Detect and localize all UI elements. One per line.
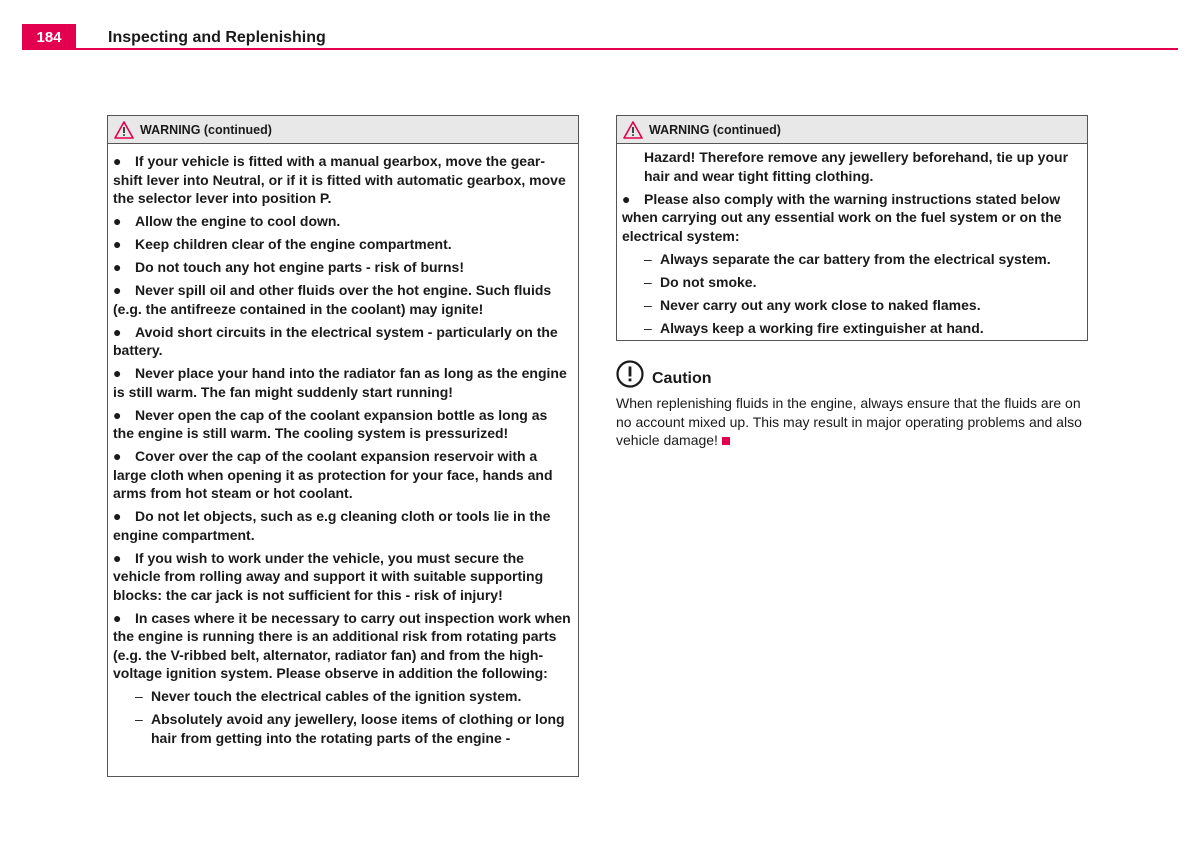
- warning-header: [617, 116, 1087, 144]
- bullet-icon: ●: [113, 508, 122, 524]
- bullet-icon: ●: [113, 236, 122, 252]
- bullet-item: ● Allow the engine to cool down.: [113, 213, 341, 229]
- page-number: 184: [22, 24, 76, 50]
- page-header: [22, 24, 1178, 52]
- bullet-icon: ●: [113, 406, 122, 423]
- bullet-item: ● Do not touch any hot engine parts - risk of burns!: [113, 259, 465, 275]
- bullet-item: ● Never spill oil and other fluids over the hot engine. Such fluids (e.g. the antifreeze contained in the coolant) may ignite!: [113, 282, 552, 317]
- dash-item: – Always separate the car battery from the electrical system.: [644, 250, 1051, 267]
- caution-text: When replenishing fluids in the engine, always ensure that the fluids are on no account mixed up. This may result in major operating problems and also vehicle damage!: [616, 395, 1082, 448]
- warning-header: [108, 116, 578, 144]
- dash-item: – Never touch the electrical cables of the ignition system.: [135, 688, 522, 704]
- right-warning-box: [616, 115, 1088, 341]
- bullet-icon: ●: [113, 448, 122, 464]
- dash-item: – Absolutely avoid any jewellery, loose items of clothing or long hair from getting into the rotating parts of the engine -: [135, 711, 565, 746]
- bullet-item: ● Cover over the cap of the coolant expansion reservoir with a large cloth when opening it as protection for your face, hands and arms from hot steam or hot coolant.: [113, 448, 553, 501]
- end-of-section-icon: [722, 437, 730, 445]
- dash-item: – Do not smoke.: [644, 273, 757, 290]
- caution-header: [616, 358, 1088, 388]
- page-title: Inspecting and Replenishing: [108, 29, 326, 46]
- bullet-item: ● If your vehicle is fitted with a manual gearbox, move the gear-shift lever into Neutral, or if it is fitted with automatic gearbox, move the selector lever into position P.: [113, 153, 566, 206]
- dash-item: – Always keep a working fire extinguisher at hand.: [644, 319, 984, 336]
- dash-icon: –: [135, 688, 143, 704]
- bullet-item: ● Avoid short circuits in the electrical system - particularly on the battery.: [113, 323, 558, 358]
- dash-icon: –: [644, 296, 652, 313]
- warning-title: WARNING (continued): [649, 122, 781, 137]
- warning-triangle-icon: [114, 121, 134, 139]
- dash-icon: –: [135, 711, 143, 727]
- warning-body: [617, 144, 1087, 337]
- bullet-icon: ●: [113, 213, 122, 229]
- caution-section: [616, 358, 1088, 450]
- bullet-item: ● Do not let objects, such as e.g cleaning cloth or tools lie in the engine compartment.: [113, 508, 551, 543]
- bullet-item: ● Never open the cap of the coolant expansion bottle as long as the engine is still warm. The cooling system is pressurized!: [113, 406, 548, 441]
- caution-title: Caution: [652, 370, 712, 387]
- bullet-item: ● Never place your hand into the radiator fan as long as the engine is still warm. The fan might suddenly start running!: [113, 365, 567, 400]
- exclamation-circle-icon: [616, 360, 644, 388]
- bullet-icon: ●: [113, 609, 122, 626]
- bullet-icon: ●: [622, 190, 631, 207]
- left-warning-box: [107, 115, 579, 777]
- warning-triangle-icon: [623, 121, 643, 139]
- bullet-icon: ●: [113, 549, 122, 566]
- bullet-icon: ●: [113, 282, 122, 298]
- continuation-text: Hazard! Therefore remove any jewellery beforehand, tie up your hair and wear tight fitting clothing.: [644, 149, 1069, 184]
- bullet-icon: ●: [113, 365, 122, 381]
- bullet-icon: ●: [113, 323, 122, 340]
- dash-item: – Never carry out any work close to naked flames.: [644, 296, 981, 313]
- dash-icon: –: [644, 319, 652, 336]
- bullet-item: ● Please also comply with the warning instructions stated below when carrying out any essential work on the fuel system or on the electrical system:: [622, 190, 1062, 244]
- dash-icon: –: [644, 273, 652, 290]
- warning-body: [108, 144, 578, 747]
- bullet-item: ● In cases where it be necessary to carry out inspection work when the engine is running there is an additional risk from rotating parts (e.g. the V-ribbed belt, alternator, radiator fan) and from the high-voltage ignition system. Please observe in addition the following:: [113, 609, 571, 681]
- bullet-item: ● If you wish to work under the vehicle, you must secure the vehicle from rolling away and support it with suitable supporting blocks: the car jack is not sufficient for this - risk of injury!: [113, 549, 544, 603]
- bullet-icon: ●: [113, 259, 122, 275]
- dash-icon: –: [644, 250, 652, 267]
- warning-title: WARNING (continued): [140, 122, 272, 137]
- bullet-icon: ●: [113, 153, 122, 169]
- bullet-item: ● Keep children clear of the engine compartment.: [113, 236, 452, 252]
- header-rule: [22, 48, 1178, 50]
